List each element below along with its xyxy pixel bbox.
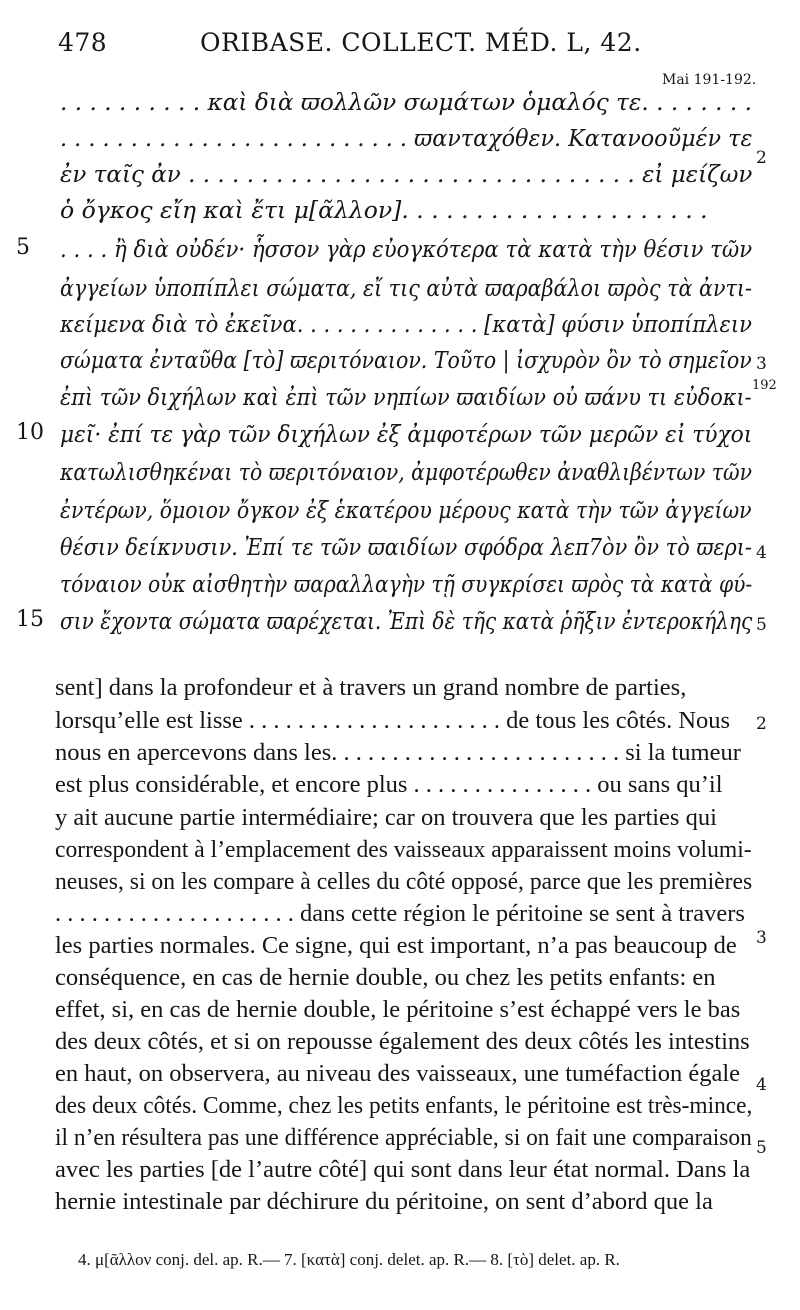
- french-line: . . . . . . . . . . . . . . . . . . . . dans cette région le péritoine se sent à travers: [55, 900, 745, 927]
- greek-line: ὁ ὄγκος εἴη καὶ ἔτι μ[ᾶλλον]. . . . . . . . . . . . . . . . . . . . .: [60, 196, 708, 224]
- margin-number: 5: [756, 615, 767, 635]
- footnote: 4. μ[ᾶλλον conj. del. ap. R.— 7. [κατὰ] conj. delet. ap. R.— 8. [τὸ] delet. ap. R.: [78, 1250, 620, 1269]
- greek-line: . . . . . . . . . . . . . . . . . . . . . . . . . ϖανταχόθεν. Κατανοοῦμέν τε: [60, 124, 753, 152]
- greek-line: . . . . . . . . . . καὶ διὰ ϖολλῶν σωμάτων ὁμαλός τε. . . . . . . .: [60, 88, 752, 116]
- french-line: neuses, si on les compare à celles du côté opposé, parce que les premières: [55, 868, 753, 895]
- greek-line: μεῖ· ἐπί τε γὰρ τῶν διχήλων ἐξ ἀμφοτέρων τῶν μερῶν εἰ τύχοι: [60, 420, 753, 448]
- margin-number: 4: [756, 1075, 767, 1095]
- line-number: 15: [16, 607, 44, 632]
- french-line: lorsqu’elle est lisse . . . . . . . . . . . . . . . . . . . . . de tous les côtés. Nous: [55, 707, 731, 734]
- greek-line: σώματα ἐνταῦθα [τὸ] ϖεριτόναιον. Τοῦτο | ἰσχυρὸν ὂν τὸ σημεῖον: [60, 346, 752, 374]
- french-line: des deux côtés. Comme, chez les petits enfants, le péritoine est très-mince,: [55, 1092, 753, 1119]
- greek-line: ἐντέρων, ὅμοιον ὄγκον ἐξ ἑκατέρου μέρους κατὰ τὴν τῶν ἀγγείων: [60, 496, 752, 524]
- running-title: ORIBASE. COLLECT. MÉD. L, 42.: [200, 28, 642, 57]
- margin-number: 3: [756, 928, 767, 948]
- margin-number: 192: [752, 378, 777, 393]
- french-line: correspondent à l’emplacement des vaisseaux apparaissent moins volumi-: [55, 836, 752, 863]
- french-line: nous en apercevons dans les. . . . . . . . . . . . . . . . . . . . . . . . si la tumeur: [55, 739, 741, 766]
- greek-line: θέσιν δείκνυσιν. Ἐπί τε τῶν ϖαιδίων σφόδρα λεπ7ὸν ὂν τὸ ϖερι-: [60, 533, 752, 561]
- french-line: les parties normales. Ce signe, qui est important, n’a pas beaucoup de: [55, 932, 737, 959]
- margin-number: 2: [756, 148, 767, 168]
- margin-number: 5: [756, 1138, 767, 1158]
- greek-line: ἀγγείων ὑποπίπλει σώματα, εἴ τις αὐτὰ ϖαραβάλοι ϖρὸς τὰ ἀντι-: [60, 274, 752, 302]
- line-number: 5: [16, 235, 30, 260]
- french-line: il n’en résultera pas une différence appréciable, si on fait une comparaison: [55, 1124, 752, 1151]
- greek-line: κείμενα διὰ τὸ ἐκεῖνα. . . . . . . . . . . . . . [κατὰ] φύσιν ὑποπίπλειν: [60, 310, 752, 338]
- greek-line: τόναιον οὐκ αἰσθητὴν ϖαραλλαγὴν τῇ συγκρίσει ϖρὸς τὰ κατὰ φύ-: [60, 570, 753, 598]
- line-number: 10: [16, 420, 44, 445]
- margin-number: 2: [756, 714, 767, 734]
- source-reference: Mai 191-192.: [662, 72, 757, 88]
- greek-line: ἐν ταῖς ἀν . . . . . . . . . . . . . . . . . . . . . . . . . . . . . . . εἰ μείζων: [60, 160, 753, 188]
- greek-line: ἐπὶ τῶν διχήλων καὶ ἐπὶ τῶν νηπίων ϖαιδίων οὐ ϖάνυ τι εὐδοκι-: [60, 383, 752, 411]
- french-line: hernie intestinale par déchirure du péritoine, on sent d’abord que la: [55, 1188, 713, 1215]
- greek-line: σιν ἔχοντα σώματα ϖαρέχεται. Ἐπὶ δὲ τῆς κατὰ ῥῆξιν ἐντεροκήλης: [60, 607, 753, 635]
- french-line: conséquence, en cas de hernie double, ou chez les petits enfants: en: [55, 964, 716, 991]
- french-line: est plus considérable, et encore plus . . . . . . . . . . . . . . . ou sans qu’il: [55, 771, 723, 798]
- greek-line: . . . . ἢ διὰ οὐδέν· ἧσσον γὰρ εὐογκότερα τὰ κατὰ τὴν θέσιν τῶν: [60, 235, 753, 263]
- margin-number: 4: [756, 543, 767, 563]
- margin-number: 3: [756, 354, 767, 374]
- french-line: en haut, on observera, au niveau des vaisseaux, une tuméfaction égale: [55, 1060, 741, 1087]
- french-line: y ait aucune partie intermédiaire; car on trouvera que les parties qui: [55, 804, 717, 831]
- page-number: 478: [58, 28, 108, 57]
- french-line: sent] dans la profondeur et à travers un grand nombre de parties,: [55, 674, 687, 701]
- french-line: avec les parties [de l’autre côté] qui sont dans leur état normal. Dans la: [55, 1156, 751, 1183]
- french-line: des deux côtés, et si on repousse également des deux côtés les intestins: [55, 1028, 750, 1055]
- french-line: effet, si, en cas de hernie double, le péritoine s’est échappé vers le bas: [55, 996, 741, 1023]
- greek-line: κατωλισθηκέναι τὸ ϖεριτόναιον, ἀμφοτέρωθεν ἀναθλιβέντων τῶν: [60, 458, 752, 486]
